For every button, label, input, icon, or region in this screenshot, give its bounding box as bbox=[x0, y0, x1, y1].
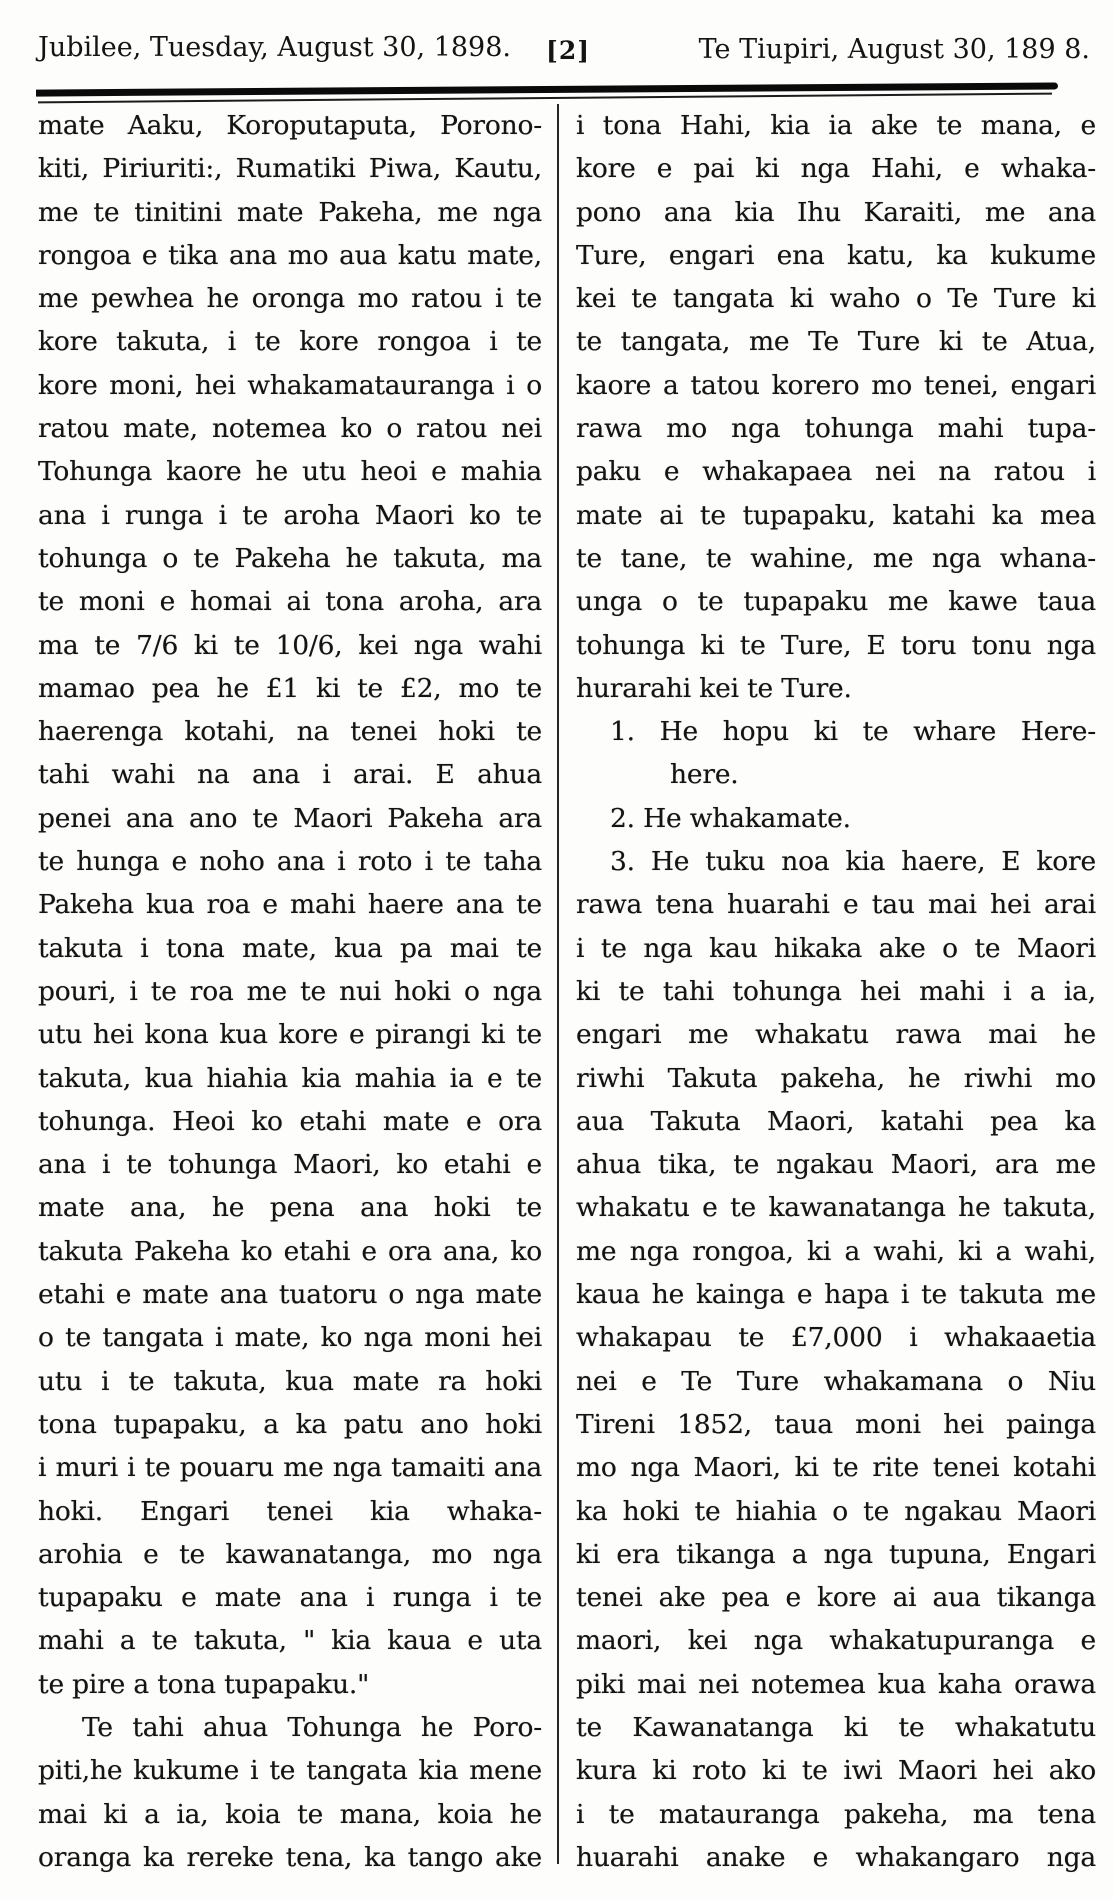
text-line: whakapau te £7,000 i whakaaetia bbox=[576, 1322, 1096, 1354]
text-line: tohunga ki te Ture, E toru tonu nga bbox=[576, 629, 1096, 661]
text-line: pono ana kia Ihu Karaiti, me ana bbox=[576, 196, 1096, 228]
text-line: i te matauranga pakeha, ma tena bbox=[576, 1798, 1096, 1830]
text-line: paku e whakapaea nei na ratou i bbox=[576, 456, 1096, 488]
text-line: ana i te tohunga Maori, ko etahi e bbox=[38, 1149, 542, 1181]
text-line: tenei ake pea e kore ai aua tikanga bbox=[576, 1582, 1096, 1614]
text-line: ka hoki te hiahia o te ngakau Maori bbox=[576, 1495, 1096, 1527]
text-line: i te nga kau hikaka ake o te Maori bbox=[576, 932, 1096, 964]
text-line: rawa tena huarahi e tau mai hei arai bbox=[576, 889, 1096, 921]
text-line: takuta Pakeha ko etahi e ora ana, ko bbox=[38, 1235, 542, 1267]
text-line: unga o te tupapaku me kawe taua bbox=[576, 586, 1096, 618]
text-line: 2. He whakamate. bbox=[610, 802, 851, 834]
text-line: riwhi Takuta pakeha, he riwhi mo bbox=[576, 1062, 1096, 1094]
text-line: i tona Hahi, kia ia ake te mana, e bbox=[576, 110, 1096, 141]
text-line: piki mai nei notemea kua kaha orawa bbox=[576, 1668, 1096, 1700]
text-line: te tangata, me Te Ture ki te Atua, bbox=[576, 326, 1096, 358]
text-line: hoki. Engari tenei kia whaka- bbox=[38, 1495, 542, 1527]
text-line: mamao pea he £1 ki te £2, mo te bbox=[38, 672, 542, 704]
text-line: Tireni 1852, taua moni hei painga bbox=[576, 1408, 1096, 1440]
right-column bbox=[576, 104, 1096, 1879]
text-line: Te tahi ahua Tohunga he Poro- bbox=[82, 1711, 542, 1743]
text-line: mate Aaku, Koroputaputa, Porono- bbox=[38, 110, 542, 141]
text-line: mai ki a ia, koia te mana, koia he bbox=[38, 1798, 542, 1830]
left-column bbox=[38, 104, 542, 1879]
text-line: ratou mate, notemea ko o ratou nei bbox=[38, 413, 542, 445]
masthead-paper-title-date: Te Tiupiri, August 30, 189 8. bbox=[698, 34, 1090, 65]
text-line: mahi a te takuta, " kia kaua e uta bbox=[38, 1625, 542, 1657]
text-line: tona tupapaku, a ka patu ano hoki bbox=[38, 1408, 542, 1440]
text-line: piti,he kukume i te tangata kia mene bbox=[38, 1755, 542, 1787]
text-line: penei ana ano te Maori Pakeha ara bbox=[38, 802, 542, 834]
text-line: mate ana, he pena ana hoki te bbox=[38, 1192, 542, 1224]
text-line: Ture, engari ena katu, ka kukume bbox=[576, 239, 1096, 271]
text-line: Pakeha kua roa e mahi haere ana te bbox=[38, 889, 542, 921]
text-line: pouri, i te roa me te nui hoki o nga bbox=[38, 975, 542, 1007]
text-line: rongoa e tika ana mo aua katu mate, bbox=[38, 239, 542, 271]
text-line: aua Takuta Maori, katahi pea ka bbox=[576, 1105, 1096, 1137]
text-line: te tane, te wahine, me nga whana- bbox=[576, 542, 1096, 574]
text-line: takuta, kua hiahia kia mahia ia e te bbox=[38, 1062, 542, 1094]
text-line: here. bbox=[670, 759, 739, 791]
text-line: whakatu e te kawanatanga he takuta, bbox=[576, 1192, 1096, 1224]
text-line: mo nga Maori, ki te rite tenei kotahi bbox=[576, 1452, 1096, 1484]
text-line: nei e Te Ture whakamana o Niu bbox=[576, 1365, 1096, 1397]
text-line: huarahi anake e whakangaro nga bbox=[576, 1841, 1096, 1873]
text-line: mate ai te tupapaku, katahi ka mea bbox=[576, 499, 1096, 531]
text-line: kiti, Piriuriti:, Rumatiki Piwa, Kautu, bbox=[38, 153, 542, 185]
text-line: me nga rongoa, ki a wahi, ki a wahi, bbox=[576, 1235, 1096, 1267]
text-line: ki era tikanga a nga tupuna, Engari bbox=[576, 1538, 1096, 1570]
masthead bbox=[0, 28, 1114, 76]
text-line: te hunga e noho ana i roto i te taha bbox=[38, 846, 542, 878]
text-line: te Kawanatanga ki te whakatutu bbox=[576, 1711, 1096, 1743]
text-line: tohunga. Heoi ko etahi mate e ora bbox=[38, 1105, 542, 1137]
text-line: ana i runga i te aroha Maori ko te bbox=[38, 499, 542, 531]
text-line: 1. He hopu ki te whare Here- bbox=[610, 716, 1096, 748]
text-line: kore takuta, i te kore rongoa i te bbox=[38, 326, 542, 358]
text-line: i muri i te pouaru me nga tamaiti ana bbox=[38, 1452, 542, 1484]
text-line: oranga ka rereke tena, ka tango ake bbox=[38, 1841, 542, 1873]
text-line: tupapaku e mate ana i runga i te bbox=[38, 1582, 542, 1614]
text-line: me pewhea he oronga mo ratou i te bbox=[38, 283, 542, 315]
text-line: hurarahi kei te Ture. bbox=[576, 672, 852, 704]
text-line: ahua tika, te ngakau Maori, ara me bbox=[576, 1149, 1096, 1181]
text-line: kura ki roto ki te iwi Maori hei ako bbox=[576, 1755, 1096, 1787]
text-line: te moni e homai ai tona aroha, ara bbox=[38, 586, 542, 618]
text-line: tohunga o te Pakeha he takuta, ma bbox=[38, 542, 542, 574]
text-line: me te tinitini mate Pakeha, me nga bbox=[38, 196, 542, 228]
text-line: engari me whakatu rawa mai he bbox=[576, 1019, 1096, 1051]
text-line: kaore a tatou korero mo tenei, engari bbox=[576, 369, 1096, 401]
text-line: ma te 7/6 ki te 10/6, kei nga wahi bbox=[38, 629, 542, 661]
text-line: arohia e te kawanatanga, mo nga bbox=[38, 1538, 542, 1570]
text-line: maori, kei nga whakatupuranga e bbox=[576, 1625, 1096, 1657]
text-line: etahi e mate ana tuatoru o nga mate bbox=[38, 1279, 542, 1311]
text-line: haerenga kotahi, na tenei hoki te bbox=[38, 716, 542, 748]
text-line: 3. He tuku noa kia haere, E kore bbox=[610, 846, 1096, 878]
text-line: Tohunga kaore he utu heoi e mahia bbox=[38, 456, 542, 488]
text-line: kaua he kainga e hapa i te takuta me bbox=[576, 1279, 1096, 1311]
text-line: rawa mo nga tohunga mahi tupa- bbox=[576, 413, 1096, 445]
text-line: utu i te takuta, kua mate ra hoki bbox=[38, 1365, 542, 1397]
text-line: ki te tahi tohunga hei mahi i a ia, bbox=[576, 975, 1096, 1007]
column-divider-rule bbox=[557, 104, 559, 1864]
masthead-edition-date: Jubilee, Tuesday, August 30, 1898. bbox=[38, 32, 512, 63]
text-line: takuta i tona mate, kua pa mai te bbox=[38, 932, 542, 964]
text-line: utu hei kona kua kore e pirangi ki te bbox=[38, 1019, 542, 1051]
text-line: te pire a tona tupapaku." bbox=[38, 1668, 370, 1700]
text-line: kore e pai ki nga Hahi, e whaka- bbox=[576, 153, 1096, 185]
text-line: tahi wahi na ana i arai. E ahua bbox=[38, 759, 542, 791]
page-number: [2] bbox=[546, 36, 591, 65]
text-line: kore moni, hei whakamatauranga i o bbox=[38, 369, 542, 401]
text-line: kei te tangata ki waho o Te Ture ki bbox=[576, 283, 1096, 315]
text-line: o te tangata i mate, ko nga moni hei bbox=[38, 1322, 542, 1354]
